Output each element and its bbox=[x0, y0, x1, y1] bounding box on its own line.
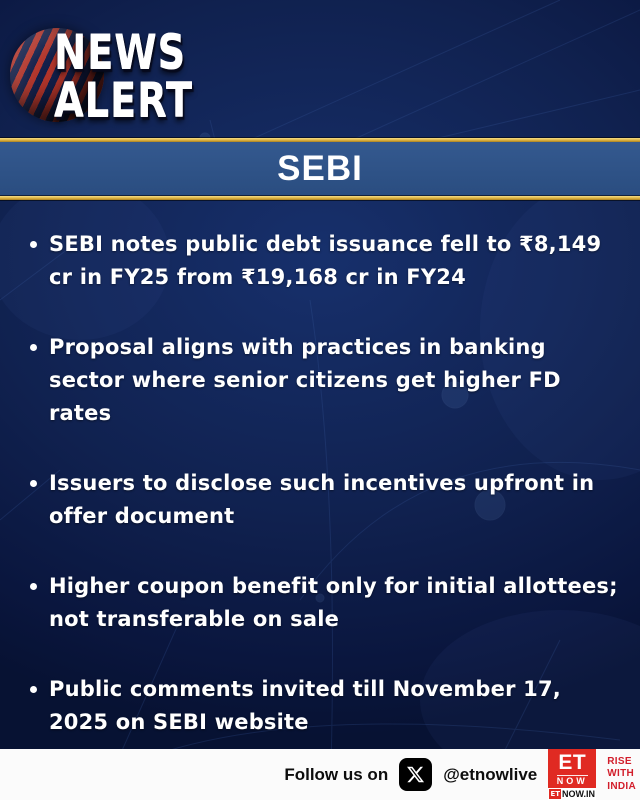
etnow-logo bbox=[548, 749, 596, 800]
bullet-dot bbox=[30, 344, 37, 351]
logo-text-news: NEWS bbox=[54, 26, 187, 81]
bullet-item-5 bbox=[30, 673, 640, 739]
tagline-line-3: INDIA bbox=[607, 780, 636, 792]
bullet-text-5: Public comments invited till November 17, 2025 on SEBI website bbox=[49, 676, 561, 734]
social-handle: @etnowlive bbox=[443, 764, 538, 784]
logo-text-alert: ALERT bbox=[54, 74, 194, 129]
bullet-text-2: Proposal aligns with practices in banking sector where senior citizens get higher FD rates bbox=[49, 334, 561, 425]
rise-with-india-tagline bbox=[607, 756, 636, 794]
etnow-site-url: NOW.IN bbox=[562, 789, 596, 799]
title-band bbox=[0, 142, 640, 196]
bullet-dot bbox=[30, 480, 37, 487]
etnow-logo-redbox bbox=[548, 749, 596, 788]
bullet-item-1 bbox=[30, 228, 640, 294]
tagline-line-1: RISE bbox=[607, 755, 632, 767]
tagline-line-2: WITH bbox=[607, 768, 635, 780]
etnow-logo-now: NOW bbox=[556, 775, 588, 786]
x-social-logo-icon bbox=[399, 758, 432, 791]
page-title: SEBI bbox=[277, 149, 363, 188]
follow-us-label: Follow us on bbox=[284, 764, 389, 784]
bullet-text-1: SEBI notes public debt issuance fell to ₹8,149 cr in FY25 from ₹19,168 cr in FY24 bbox=[49, 232, 602, 289]
bullet-item-3 bbox=[30, 467, 640, 533]
etnow-logo-et: ET bbox=[558, 750, 587, 774]
bullet-item-4 bbox=[30, 570, 640, 636]
footer-bar bbox=[0, 749, 640, 800]
bullet-dot bbox=[30, 241, 37, 248]
etnow-site-strip bbox=[548, 788, 596, 800]
gold-divider-bottom bbox=[0, 196, 640, 200]
bullet-list bbox=[0, 210, 640, 776]
bullet-item-2 bbox=[30, 331, 640, 430]
bullet-text-4: Higher coupon benefit only for initial allottees; not transferable on sale bbox=[49, 573, 618, 631]
bullet-dot bbox=[30, 686, 37, 693]
etnow-site-et: ET bbox=[550, 790, 561, 798]
news-alert-logo bbox=[8, 12, 203, 130]
bullet-text-3: Issuers to disclose such incentives upfront in offer document bbox=[49, 470, 595, 528]
bullet-dot bbox=[30, 583, 37, 590]
